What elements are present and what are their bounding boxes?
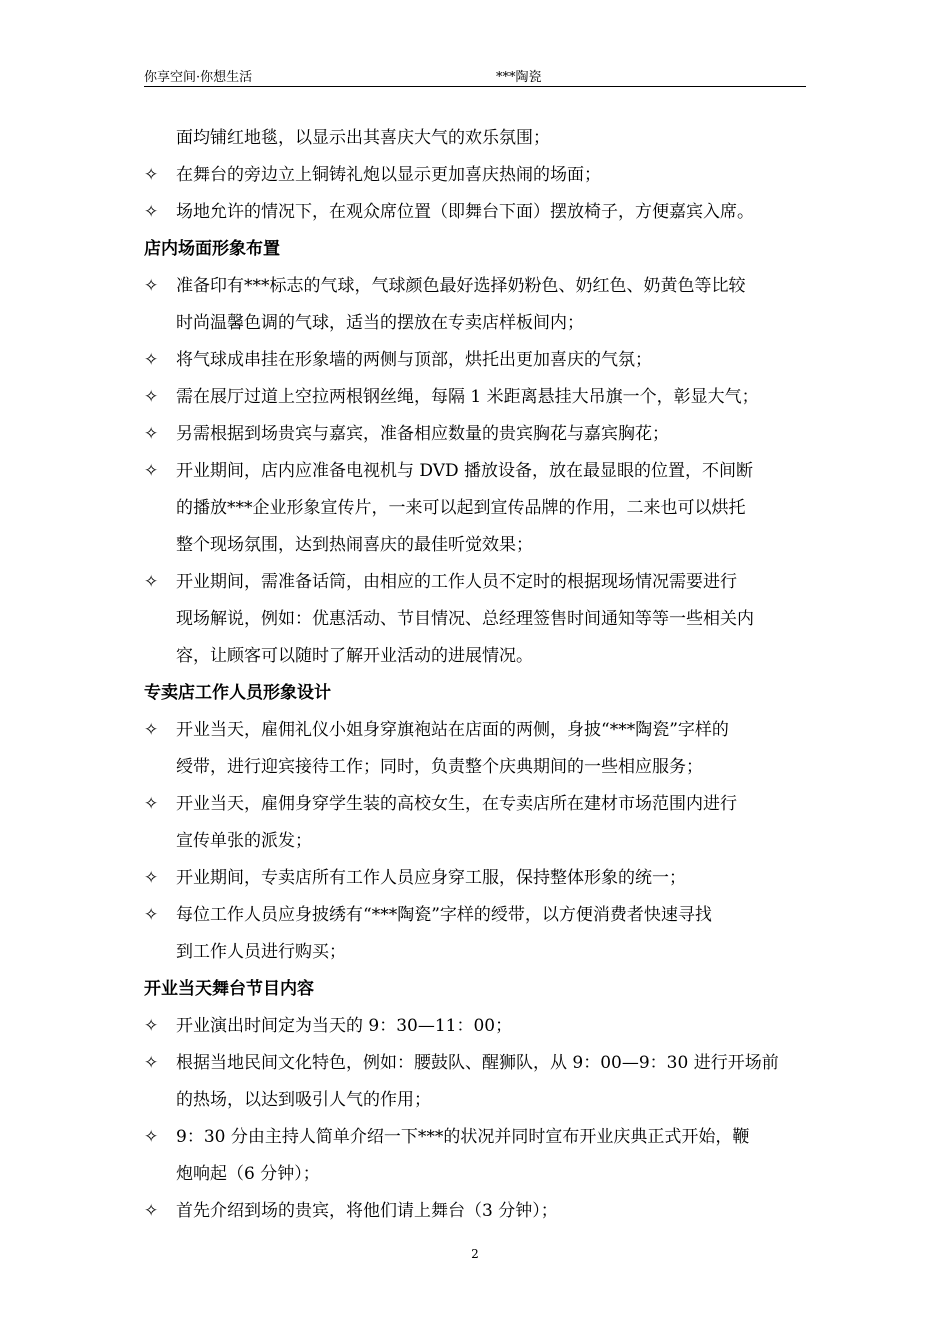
line-text: 准备印有***标志的气球，气球颜色最好选择奶粉色、奶红色、奶黄色等比较	[176, 276, 746, 296]
bullet-item	[144, 786, 806, 823]
continuation-line	[144, 749, 806, 786]
line-text: 专卖店工作人员形象设计	[144, 683, 331, 703]
page-header	[144, 64, 806, 87]
line-text: 现场解说，例如：优惠活动、节目情况、总经理签售时间通知等等一些相关内	[176, 609, 754, 629]
line-text: 到工作人员进行购买；	[176, 942, 346, 962]
continuation-line	[144, 638, 806, 675]
line-text: 需在展厅过道上空拉两根钢丝绳，每隔 1 米距离悬挂大吊旗一个，彰显大气；	[176, 387, 759, 407]
continuation-line	[144, 823, 806, 860]
bullet-item	[144, 897, 806, 934]
line-text: 将气球成串挂在形象墙的两侧与顶部，烘托出更加喜庆的气氛；	[176, 350, 652, 370]
line-text: 店内场面形象布置	[144, 239, 280, 259]
bullet-item	[144, 268, 806, 305]
diamond-bullet-icon: ✧	[144, 1016, 159, 1036]
continuation-line	[144, 601, 806, 638]
line-text: 的播放***企业形象宣传片，一来可以起到宣传品牌的作用，二来也可以烘托	[176, 498, 746, 518]
line-text: 开业期间，专卖店所有工作人员应身穿工服，保持整体形象的统一；	[176, 868, 686, 888]
continuation-line	[144, 934, 806, 971]
continuation-line	[144, 120, 806, 157]
line-text: 9：30 分由主持人简单介绍一下***的状况并同时宣布开业庆典正式开始，鞭	[176, 1127, 750, 1147]
section-heading	[144, 231, 806, 268]
line-text: 时尚温馨色调的气球，适当的摆放在专卖店样板间内；	[176, 313, 584, 333]
continuation-line	[144, 305, 806, 342]
diamond-bullet-icon: ✧	[144, 165, 159, 185]
diamond-bullet-icon: ✧	[144, 1127, 159, 1147]
line-text: 开业当天舞台节目内容	[144, 979, 314, 999]
bullet-item	[144, 416, 806, 453]
bullet-item	[144, 157, 806, 194]
diamond-bullet-icon: ✧	[144, 1201, 159, 1221]
line-text: 开业当天，雇佣礼仪小姐身穿旗袍站在店面的两侧，身披“***陶瓷”字样的	[176, 720, 729, 740]
bullet-item	[144, 860, 806, 897]
line-text: 宣传单张的派发；	[176, 831, 312, 851]
bullet-item	[144, 379, 806, 416]
bullet-item	[144, 1008, 806, 1045]
header-brand: ***陶瓷	[496, 70, 542, 85]
line-text: 根据当地民间文化特色，例如：腰鼓队、醒狮队，从 9：00—9：30 进行开场前	[176, 1053, 779, 1073]
bullet-item	[144, 194, 806, 231]
diamond-bullet-icon: ✧	[144, 794, 159, 814]
bullet-item	[144, 712, 806, 749]
line-text: 整个现场氛围，达到热闹喜庆的最佳听觉效果；	[176, 535, 533, 555]
diamond-bullet-icon: ✧	[144, 276, 159, 296]
line-text: 开业演出时间定为当天的 9：30—11：00；	[176, 1016, 513, 1036]
line-text: 炮响起（6 分钟）；	[176, 1164, 320, 1184]
line-text: 另需根据到场贵宾与嘉宾，准备相应数量的贵宾胸花与嘉宾胸花；	[176, 424, 669, 444]
continuation-line	[144, 527, 806, 564]
line-text: 开业当天，雇佣身穿学生装的高校女生，在专卖店所在建材市场范围内进行	[176, 794, 737, 814]
bullet-item	[144, 453, 806, 490]
line-text: 开业期间，需准备话筒，由相应的工作人员不定时的根据现场情况需要进行	[176, 572, 737, 592]
diamond-bullet-icon: ✧	[144, 1053, 159, 1073]
section-heading	[144, 675, 806, 712]
diamond-bullet-icon: ✧	[144, 387, 159, 407]
line-text: 场地允许的情况下，在观众席位置（即舞台下面）摆放椅子，方便嘉宾入席。	[176, 202, 754, 222]
diamond-bullet-icon: ✧	[144, 461, 159, 481]
bullet-item	[144, 1045, 806, 1082]
diamond-bullet-icon: ✧	[144, 868, 159, 888]
continuation-line	[144, 1156, 806, 1193]
bullet-item	[144, 1193, 806, 1230]
bullet-item	[144, 342, 806, 379]
document-body	[144, 120, 806, 1230]
line-text: 开业期间，店内应准备电视机与 DVD 播放设备，放在最显眼的位置，不间断	[176, 461, 754, 481]
line-text: 绶带，进行迎宾接待工作；同时，负责整个庆典期间的一些相应服务；	[176, 757, 703, 777]
continuation-line	[144, 1082, 806, 1119]
diamond-bullet-icon: ✧	[144, 424, 159, 444]
line-text: 每位工作人员应身披绣有“***陶瓷”字样的绶带，以方便消费者快速寻找	[176, 905, 712, 925]
diamond-bullet-icon: ✧	[144, 202, 159, 222]
line-text: 在舞台的旁边立上铜铸礼炮以显示更加喜庆热闹的场面；	[176, 165, 601, 185]
line-text: 面均铺红地毯，以显示出其喜庆大气的欢乐氛围；	[176, 128, 550, 148]
page-number: 2	[471, 1247, 479, 1261]
diamond-bullet-icon: ✧	[144, 905, 159, 925]
diamond-bullet-icon: ✧	[144, 350, 159, 370]
header-slogan: 你享空间·你想生活	[144, 70, 253, 85]
continuation-line	[144, 490, 806, 527]
bullet-item	[144, 1119, 806, 1156]
diamond-bullet-icon: ✧	[144, 572, 159, 592]
diamond-bullet-icon: ✧	[144, 720, 159, 740]
section-heading	[144, 971, 806, 1008]
line-text: 的热场，以达到吸引人气的作用；	[176, 1090, 431, 1110]
line-text: 首先介绍到场的贵宾，将他们请上舞台（3 分钟）；	[176, 1201, 558, 1221]
bullet-item	[144, 564, 806, 601]
line-text: 容，让顾客可以随时了解开业活动的进展情况。	[176, 646, 533, 666]
